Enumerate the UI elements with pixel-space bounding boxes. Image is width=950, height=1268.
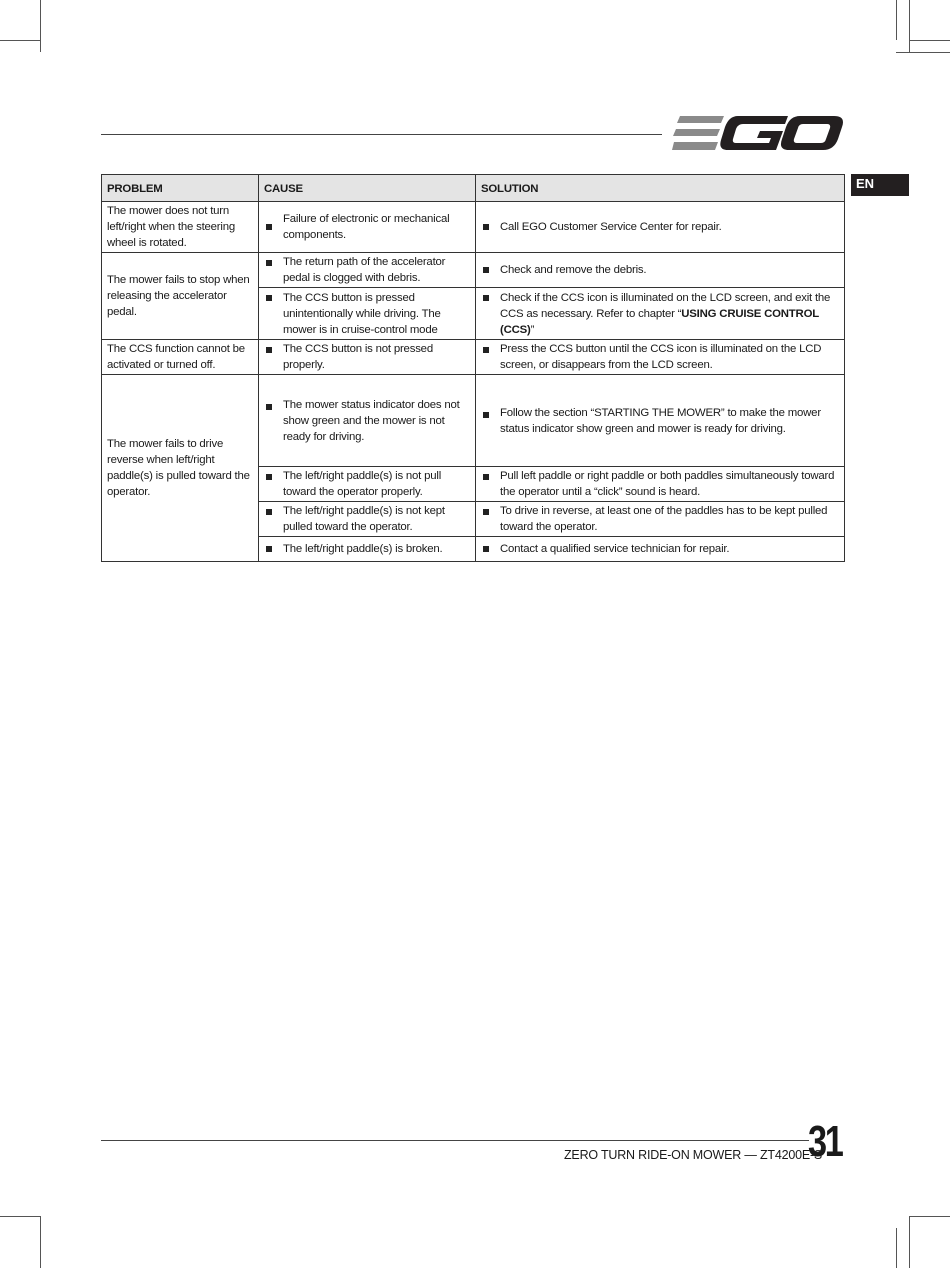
- bullet-square-icon: [266, 474, 272, 480]
- problem-cell: The CCS function cannot be activated or turned off.: [102, 340, 259, 375]
- bullet-square-icon: [266, 260, 272, 266]
- problem-cell: The mower fails to stop when releasing the accelerator pedal.: [102, 253, 259, 340]
- footer-rule: [101, 1140, 809, 1141]
- cause-cell: The left/right paddle(s) is not kept pulled toward the operator.: [259, 502, 476, 537]
- footer-title: ZERO TURN RIDE-ON MOWER — ZT4200E-S: [564, 1148, 823, 1162]
- solution-cell: Pull left paddle or right paddle or both paddles simultaneously toward the operator until a “click” sound is heard.: [476, 467, 845, 502]
- header-problem: PROBLEM: [102, 175, 259, 202]
- cause-cell: The left/right paddle(s) is not pull toward the operator properly.: [259, 467, 476, 502]
- table-row: [102, 202, 845, 253]
- crop-mark: [0, 40, 40, 41]
- table-header-row: [102, 175, 845, 202]
- solution-cell: Press the CCS button until the CCS icon is illuminated on the LCD screen, or disappears from the LCD screen.: [476, 340, 845, 375]
- crop-mark: [909, 1216, 950, 1217]
- crop-mark: [0, 1216, 40, 1217]
- troubleshooting-table: [101, 174, 845, 562]
- crop-mark: [896, 0, 897, 40]
- crop-mark: [896, 1228, 897, 1268]
- cause-cell: Failure of electronic or mechanical components.: [259, 202, 476, 253]
- bullet-square-icon: [483, 474, 489, 480]
- bullet-square-icon: [266, 224, 272, 230]
- language-tab: EN: [851, 174, 909, 196]
- bullet-square-icon: [483, 347, 489, 353]
- cause-cell: The mower status indicator does not show green and the mower is not ready for driving.: [259, 375, 476, 467]
- bullet-square-icon: [266, 347, 272, 353]
- cause-cell: The CCS button is not pressed properly.: [259, 340, 476, 375]
- crop-mark: [896, 52, 950, 53]
- solution-cell: Contact a qualified service technician for repair.: [476, 537, 845, 562]
- solution-cell: Check and remove the debris.: [476, 253, 845, 288]
- header-rule: [101, 134, 662, 135]
- bullet-square-icon: [483, 224, 489, 230]
- crop-mark: [909, 1216, 910, 1268]
- cause-cell: The return path of the accelerator pedal is clogged with debris.: [259, 253, 476, 288]
- cause-cell: The left/right paddle(s) is broken.: [259, 537, 476, 562]
- crop-mark: [40, 1216, 41, 1268]
- table-row: [102, 253, 845, 288]
- table-row: [102, 375, 845, 467]
- ego-logo: [672, 112, 844, 156]
- bullet-square-icon: [266, 509, 272, 515]
- solution-cell: Follow the section “STARTING THE MOWER” to make the mower status indicator show green and mower is ready for driving.: [476, 375, 845, 467]
- table-row: [102, 340, 845, 375]
- page-number: 31: [808, 1117, 842, 1166]
- crop-mark: [909, 40, 950, 41]
- bullet-square-icon: [266, 546, 272, 552]
- cause-cell: The CCS button is pressed unintentionally while driving. The mower is in cruise-control mode: [259, 288, 476, 340]
- solution-cell: To drive in reverse, at least one of the paddles has to be kept pulled toward the operator.: [476, 502, 845, 537]
- bullet-square-icon: [483, 295, 489, 301]
- solution-cell: Call EGO Customer Service Center for repair.: [476, 202, 845, 253]
- bullet-square-icon: [483, 509, 489, 515]
- solution-cell: Check if the CCS icon is illuminated on the LCD screen, and exit the CCS as necessary. Refer to chapter “USING CRUISE CONTROL (CCS)”: [476, 288, 845, 340]
- bullet-square-icon: [483, 546, 489, 552]
- problem-cell: The mower fails to drive reverse when left/right paddle(s) is pulled toward the operator.: [102, 375, 259, 562]
- bullet-square-icon: [483, 412, 489, 418]
- bullet-square-icon: [266, 295, 272, 301]
- header-solution: SOLUTION: [476, 175, 845, 202]
- bullet-square-icon: [483, 267, 489, 273]
- crop-mark: [40, 0, 41, 52]
- bullet-square-icon: [266, 404, 272, 410]
- header-cause: CAUSE: [259, 175, 476, 202]
- crop-mark: [909, 0, 910, 52]
- problem-cell: The mower does not turn left/right when the steering wheel is rotated.: [102, 202, 259, 253]
